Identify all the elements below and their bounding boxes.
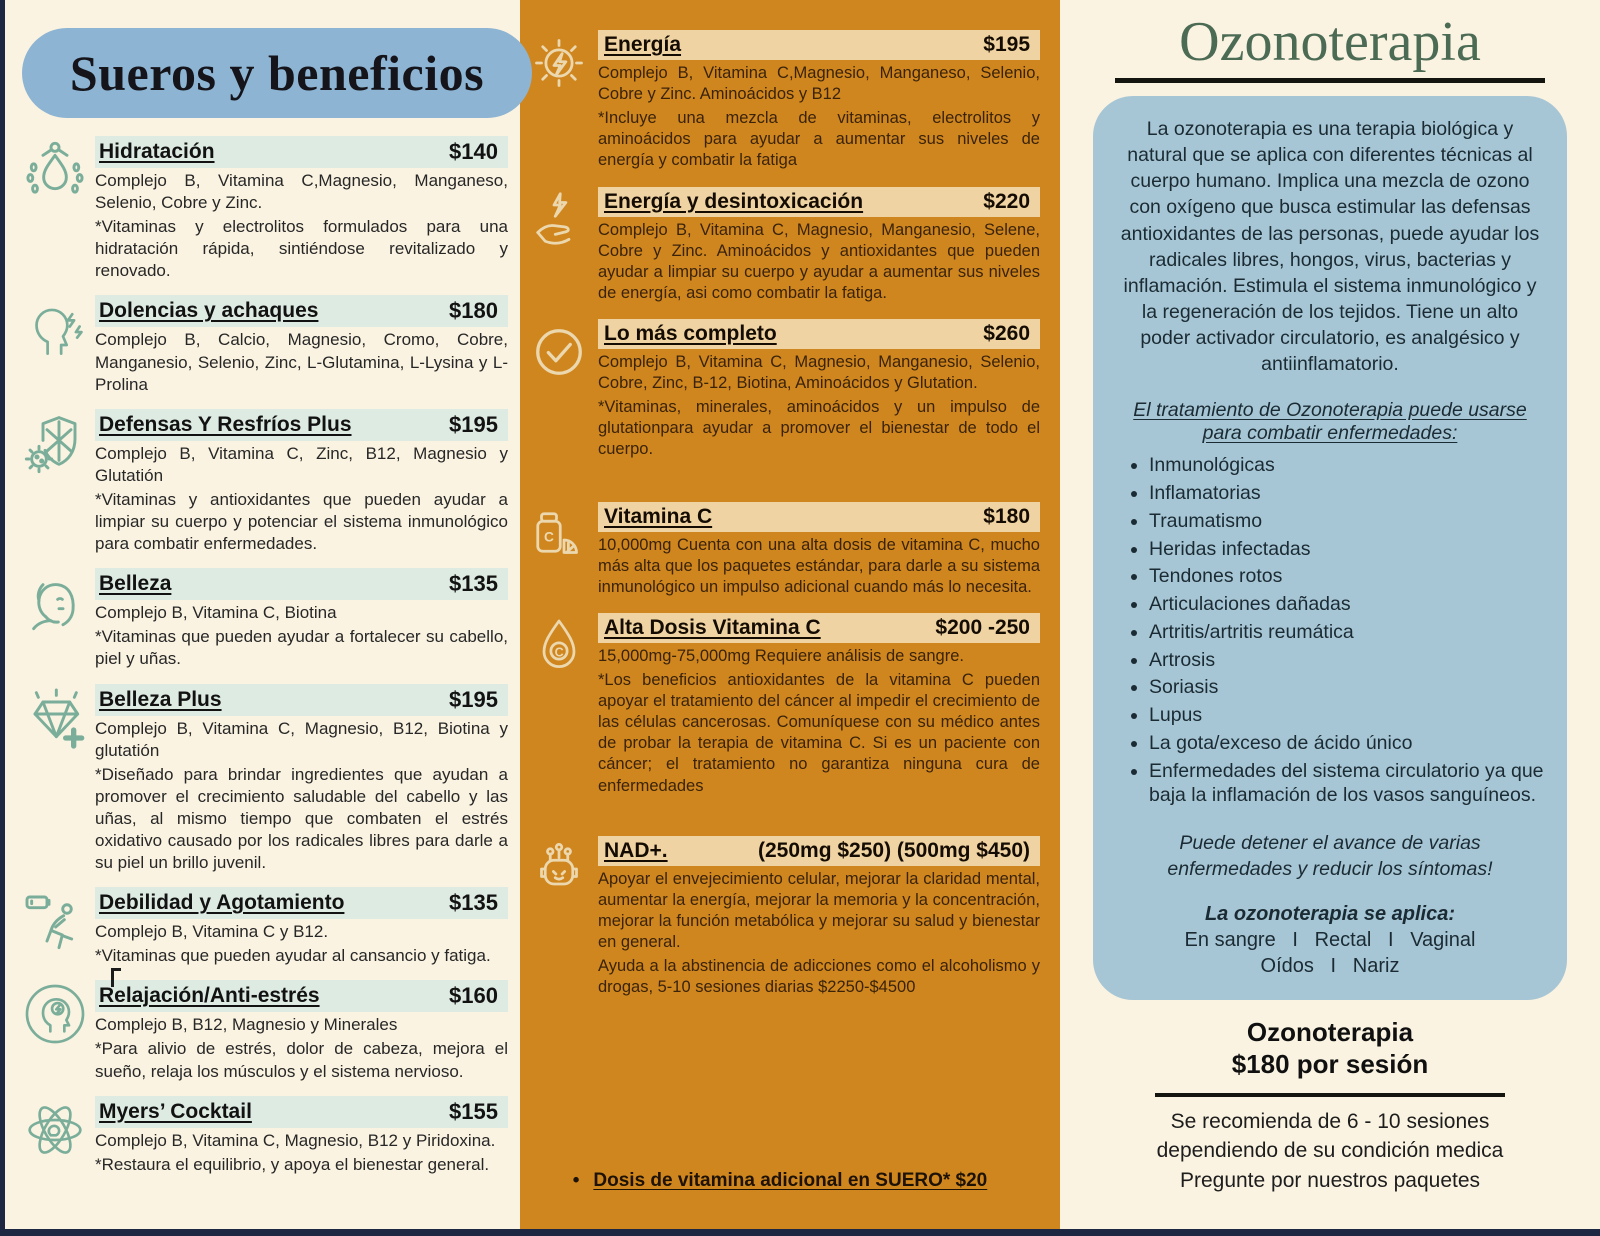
session-service-name: Ozonoterapia (1246, 1016, 1414, 1047)
conditions-heading: El tratamiento de Ozonoterapia puede usarse para combatir enfermedades: (1133, 399, 1527, 445)
application-heading: La ozonoterapia se aplica: (1204, 902, 1456, 925)
ozonoterapia-title: Ozonoterapia (1179, 11, 1481, 73)
text-cursor-artifact (111, 968, 121, 987)
condition-item: • Tendones rotos (1149, 564, 1545, 589)
item-title: Belleza (99, 572, 172, 596)
item-benefit: *Incluye una mezcla de vitaminas, electrolitos y aminoácidos para ayudar a aumentar sus niveles de energía y combatir la fatiga (598, 109, 1040, 170)
recommendation-line: Pregunte por nuestros paquetes (1179, 1169, 1481, 1193)
hand-bolt-icon (520, 187, 598, 304)
item-benefit: *Restaura el equilibrio, y apoya el bienestar general. (95, 1154, 490, 1174)
bullet-dot: • (572, 1170, 580, 1191)
item-header (95, 568, 508, 600)
item-ingredients: Complejo B, Vitamina C, Magnesio, B12, Biotina y glutatión (95, 718, 508, 760)
menu-item-relajacion (15, 980, 512, 1082)
condition-item: • Inmunológicas (1149, 453, 1545, 478)
menu-item-myers (15, 1096, 512, 1176)
item-benefit: *Para alivio de estrés, dolor de cabeza, mejora el sueño, relaja los músculos y el sistema nervioso. (95, 1039, 508, 1081)
condition-item: • Articulaciones dañadas (1149, 592, 1545, 617)
menu-item-belleza (15, 568, 512, 670)
item-title: Belleza Plus (99, 687, 222, 711)
headache-icon (15, 295, 95, 395)
item-header (95, 136, 508, 168)
item-title: Hidratación (99, 140, 215, 163)
ozonoterapia-intro: La ozonoterapia es una terapia biológica y natural que se aplica con diferentes técnicas al cuerpo humano. Implica una mezcla de ozono con oxígeno que busca estimular las defensas antioxidantes de las personas, puede ayudar los radicales libres, hongos, virus, bacterias y inflamación. Estimula el sistema inmunológico y la regeneración de los tejidos. Tiene un alto poder activador circulatorio, es analgésico y antiinflamatorio. (1120, 118, 1540, 376)
menu-item-dolencias (15, 295, 512, 395)
item-price: $195 (449, 411, 498, 437)
session-price-block (1060, 1016, 1600, 1196)
item-header (598, 30, 1040, 60)
item-price: $180 (983, 504, 1030, 528)
svg-text:C: C (544, 528, 554, 544)
menu-item-debilidad (15, 887, 512, 967)
hydration-icon (15, 136, 95, 282)
item-header (598, 187, 1040, 217)
session-price: $180 por sesión (1231, 1049, 1429, 1080)
item-title: Alta Dosis Vitamina C (604, 615, 821, 639)
menu-item-defensas (15, 409, 512, 555)
menu-item-energia (520, 30, 1040, 172)
item-header (95, 980, 508, 1012)
menu-item-hidratacion (15, 136, 512, 282)
item-price: $135 (449, 890, 498, 916)
recommendation-line: dependiendo de su condición medica (1156, 1139, 1504, 1163)
item-title: Myers’ Cocktail (99, 1099, 252, 1123)
item-description: Complejo B, Vitamina C, Magnesio, Manganesio, Selene, Cobre y Zinc. Aminoácidos y antioxidantes que pueden ayudar a limpiar su cuerpo y ayudar a aumentar sus niveles de energía, asi como combatir la fatiga. (598, 220, 1040, 302)
item-ingredients: Complejo B, Vitamina C y B12. (95, 922, 329, 942)
condition-item: • La gota/exceso de ácido único (1149, 731, 1545, 756)
sueros-title: Sueros y beneficios (69, 45, 485, 101)
sueros-column-2 (520, 0, 1060, 1236)
item-ingredients: Complejo B, Vitamina C,Magnesio, Manganeso, Selenio, Cobre y Zinc. (95, 171, 508, 213)
item-price: $195 (449, 686, 498, 712)
recommendation-line: Se recomienda de 6 - 10 sesiones (1170, 1109, 1490, 1133)
item-header (95, 684, 508, 716)
condition-item: • Artrosis (1149, 648, 1545, 673)
menu-item-vitamina-c (520, 502, 1040, 598)
item-ingredients: Complejo B, Calcio, Magnesio, Cromo, Cobre, Manganesio, Selenio, Zinc, L-Glutamina, L-Lysina y L-Prolina (95, 330, 508, 394)
item-ingredients: Complejo B, Vitamina C, Zinc, B12, Magnesio y Glutatión (95, 443, 508, 485)
shield-virus-icon (15, 409, 95, 555)
woman-face-icon (15, 568, 95, 670)
item-price: $195 (983, 33, 1030, 56)
item-title: Energía y desintoxicación (604, 189, 864, 213)
item-price: $220 (983, 189, 1030, 213)
item-header (95, 409, 508, 441)
menu-item-nad (520, 836, 1040, 999)
item-benefit: *Vitaminas que pueden ayudar a fortalecer su cabello, piel y uñas. (95, 627, 508, 669)
item-header (598, 613, 1040, 643)
item-price: $155 (449, 1098, 498, 1124)
item-benefit: *Diseñado para brindar ingredientes que ayudan a promover el crecimiento saludable del cabello y las uñas, al mismo tiempo que combaten el estrés oxidativo causado por los radicales libres para darle a su piel un brillo juvenil. (95, 764, 508, 873)
item-header (598, 319, 1040, 349)
item-header (95, 1096, 508, 1128)
item-header (598, 836, 1040, 866)
condition-item: • Inflamatorias (1149, 481, 1545, 506)
item-benefit: *Vitaminas y antioxidantes que pueden ayudar a limpiar su cuerpo y potenciar el sistema inmunológico para combatir enfermedades. (95, 489, 508, 554)
item-title: Defensas Y Resfríos Plus (99, 412, 352, 436)
item-price: $180 (449, 298, 498, 324)
item-ingredients: Complejo B, B12, Magnesio y Minerales (95, 1015, 398, 1035)
item-title: Energía (604, 33, 682, 56)
menu-item-lo-mas-completo (520, 319, 1040, 461)
condition-item: • Heridas infectadas (1149, 537, 1545, 562)
vitamin-drop-icon (520, 613, 598, 797)
item-title: Relajación/Anti-estrés (99, 984, 320, 1008)
item-title: Lo más completo (604, 321, 777, 345)
item-price: $135 (449, 571, 498, 597)
page-edge-bottom (0, 1229, 1600, 1236)
ozonoterapia-panel (1093, 96, 1567, 1000)
menu-item-energia-desintoxicacion (520, 187, 1040, 304)
condition-item: • Artritis/artritis reumática (1149, 620, 1545, 645)
diamond-plus-icon (15, 684, 95, 875)
item-price: (250mg $250) (500mg $450) (758, 838, 1030, 862)
item-header (95, 295, 508, 327)
item-benefit: *Vitaminas que pueden ayudar al cansancio y fatiga. (95, 946, 491, 966)
item-price: $200 -250 (935, 615, 1030, 639)
condition-item: • Lupus (1149, 703, 1545, 728)
item-benefit-2: Ayuda a la abstinencia de adicciones como el alcoholismo y drogas, 5-10 sesiones diarias $2250-$4500 (598, 957, 1040, 997)
relax-mind-icon (15, 980, 95, 1082)
item-dosage: 15,000mg-75,000mg Requiere análisis de sangre. (598, 646, 964, 665)
item-ingredients: Complejo B, Vitamina C, Magnesio, B12 y Piridoxina. (95, 1130, 496, 1150)
check-circle-icon (520, 319, 598, 461)
item-benefit: *Vitaminas, minerales, aminoácidos y un impulso de glutationpara ayudar a promover el bienestar de todo el cuerpo. (598, 398, 1040, 459)
low-battery-person-icon (15, 887, 95, 967)
item-title: NAD+. (604, 838, 668, 862)
atom-icon (15, 1096, 95, 1176)
title-underline (1115, 78, 1545, 83)
ozonoterapia-column (1060, 0, 1600, 1236)
item-title: Debilidad y Agotamiento (99, 891, 345, 915)
item-title: Dolencias y achaques (99, 299, 319, 323)
condition-item: • Traumatismo (1149, 509, 1545, 534)
svg-text:C: C (554, 645, 564, 660)
item-title: Vitamina C (604, 504, 713, 528)
item-header (95, 887, 508, 919)
vitamin-jar-icon (520, 502, 598, 598)
condition-item: • Enfermedades del sistema circulatorio ya que baja la inflamación de los vasos sanguíneos. (1149, 759, 1545, 809)
menu-item-belleza-plus (15, 684, 512, 875)
page-edge-left (0, 0, 5, 1236)
benefit-note: Puede detener el avance de varias enfermedades y reducir los síntomas! (1167, 832, 1493, 881)
item-benefit: Apoyar el envejecimiento celular, mejorar la claridad mental, aumentar la energía, mejorar la memoria y la concentración, mejorar la función metabólica y mejorar su salud y bienestar en general. (598, 869, 1040, 951)
item-ingredients: Complejo B, Vitamina C, Magnesio, Manganesio, Selenio, Cobre, Zinc, B-12, Biotina, Aminoácidos y Glutation. (598, 352, 1040, 393)
application-methods-line: En sangre I Rectal I Vaginal (1184, 928, 1476, 951)
conditions-list (1115, 453, 1545, 808)
nad-head-icon (520, 836, 598, 999)
item-ingredients: Complejo B, Vitamina C,Magnesio, Manganeso, Selenio, Cobre y Zinc. Aminoácidos y B12 (598, 64, 1040, 104)
application-methods-line: Oídos I Nariz (1260, 954, 1400, 977)
sun-bolt-icon (520, 30, 598, 172)
menu-item-alta-dosis-vitamina-c (520, 613, 1040, 797)
condition-item: • Soriasis (1149, 675, 1545, 700)
item-ingredients: Complejo B, Vitamina C, Biotina (95, 603, 337, 623)
extra-dose-note: • Dosis de vitamina adicional en SUERO* $20 (572, 1170, 988, 1191)
price-divider (1155, 1093, 1505, 1097)
sueros-title-pill (22, 28, 532, 118)
item-header (598, 502, 1040, 532)
item-price: $160 (449, 983, 498, 1009)
item-benefit: *Los beneficios antioxidantes de la vitamina C pueden apoyar el tratamiento del cáncer al impedir el crecimiento de las células cancerosas. Comuníquese con su médico antes de probar la terapia de vitamina C. Si es un paciente con cáncer; el tratamiento no garantiza ninguna cura de enfermedades (598, 670, 1040, 795)
sueros-column (5, 0, 520, 1236)
item-description: 10,000mg Cuenta con una alta dosis de vitamina C, mucho más alta que los paquetes estándar, para darle a su sistema inmunológico un impulso adicional cuando más lo necesita. (598, 535, 1040, 596)
item-price: $140 (449, 139, 498, 164)
item-price: $260 (983, 321, 1030, 345)
item-benefit: *Vitaminas y electrolitos formulados para una hidratación rápida, sintiéndose revitalizado y renovado. (95, 217, 508, 281)
